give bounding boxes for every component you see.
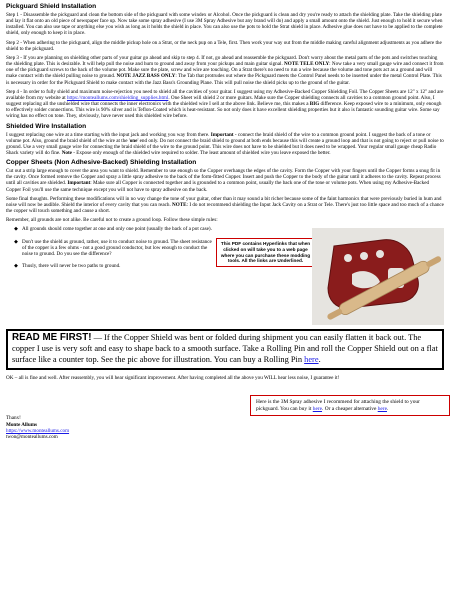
list-item [6,239,214,257]
adhesive-text-2: . Or a cheaper alternative [322,405,378,412]
ground-rules-list [6,226,214,275]
wire-text-3: ' end only. Do not connect the braid shield to ground at both ends because this will create a ground loop and that is not going to reject or pull noise to ground. Use a very small gauge wire for connecting the braid shield of the wire to the ground point. This wire does not have to be shielded but it does need to be wrapped. Your regular small gauge cheap Radio Shack variety will do fine. [6,137,444,156]
big-emphasis: BIG [309,101,320,108]
copper-paragraph-3: Remember, all grounds are not alike. Be careful not to create a ground loop. Follow these simple rules: [6,217,218,224]
list-item [6,263,214,269]
read-me-text: — If the Copper Shield was bent or folded during shipment you can easily flatten it back out. The copper I use is very soft and easy to shape back to a smooth surface. Take a Rolling Pin and roll the Copper Shield out on a flat surface like a counter top. See the pic above for illustration. You can buy a Rolling Pin [12,333,438,364]
step-3-text-2: : Now take a very small gauge wire and connect it from one of the pickguard screws to the back of the volume pot. Make sure the plate, screw and wire are touching. On a Strat there's no need to run a wire because the volume and tone pots act as a ground and will make contact with the shield pulling noise to ground. [6,61,444,80]
rolling-pin-link[interactable]: here [304,354,319,364]
copper-text-2: : Make sure all Copper is connected together and is grounded to a common point, usually the back one of the tone or volume pots. When using my Adhesive-Backed Copper Foil you'll use the same technique except you will not have to spray adhesive on the back. [6,180,430,193]
diamond-bullet-icon: ◆ [14,226,18,233]
closing-area [6,375,444,463]
rolling-pin-illustration [312,228,444,325]
rule-text: All grounds should come together at one and only one point (usually the back of a pot case). [22,226,212,233]
step-2: Step 2 - When adhering to the pickguard, align the middle pickup hole on a Strat, or the neck pup on a Tele, first. Then work your way out from the middle making careful alignment adjustments as you adhere the shield to the pickguard. [6,39,442,52]
copper-paragraph-1 [6,168,444,193]
thanks-text: Thanx! [6,415,21,422]
email-text: twon@monteallums.com [6,434,58,441]
adhesive-text: Here is the 3M Spray adhesive I recommend for attaching the shield to your pickguard. You can buy it [256,399,420,412]
closing-text: OK – all is fine and well. After reassembly, you will hear significant improvement. After having completed all the above you WILL hear less noise, I guarantee it! [6,375,340,382]
ground-rules-area [6,226,444,327]
signature-block [6,415,69,441]
wire-text-2: - connect the braid shield of the wire to a common ground point. I suggest the back of a tone or volume pot. Also, ground the braid shield of the wire at the ' [6,131,431,144]
step-3-text-3: : The Tab that protrudes out where the Pickguard meets the Control Panel needs to be inserted under the metal Control Plate. This is necessary in order for the Pickguard Shield to make contact with the Jazz Bass's Grounding Plane. This will pull noise the shield picks up to the ground of the guitar. [6,73,442,86]
step-1: Step 1 - Disassemble the pickguard and clean the bottom side of the pickguard with some windex or Alcohol. Once the pickguard is clean and dry you're ready to attach the shielding plate. Take the shielding plate and lay it flat onto an old piece of newspaper face up. Now take some spray adhesive (I use 3M Spray Adhesive but any brand will do) and apply a small amount onto the shield. Just enough to hold it secure when installed. You can also use tape or anything else you wish as long as it holds the shield in place. You can also use the pots to hold the Strat shield in place. Adhesive glue does not have to be applied to the complete shield, only enough to keep it in place. [6,12,443,37]
document-page [6,3,444,463]
final-thoughts-note: NOTE [172,201,187,208]
copper-paragraph-2 [6,196,444,214]
step-4 [6,89,444,120]
read-me-end: . [318,354,321,364]
rolling-pin-photo [312,228,444,325]
wire-paragraph [6,132,444,157]
step-4-text: Step 4 - In order to fully shield and maximum noise-rejection you need to shield all the cavities of your guitar. I suggest using my Adhesive-Backed Copper Shielding Foil. The Copper Sheets are 12" x 12" and are available from my website at [6,88,444,101]
heading-pickguard: Pickguard Shield Installation [6,3,97,10]
spray-adhesive-box [250,395,450,416]
adhesive-alternative-link[interactable]: here [377,405,387,412]
list-item [6,226,214,232]
adhesive-buy-link[interactable]: here [312,405,323,412]
rule-text: Don't use the shield as ground, rather, use it to conduct noise to ground. The sheet resistance of the copper is a few ohms - not a good ground conductor, but low enough to conduct the noise to ground. Do you see the difference? [22,238,212,257]
read-me-first-box [6,329,444,370]
wire-text: I suggest replacing one wire at a time starting with the input jack and working you way from there. [6,131,211,138]
jazz-note: NOTE JAZZ BASS ONLY [116,73,176,80]
copper-important: Important [67,180,91,187]
wire-note: Note [61,149,72,156]
wire-one: one [129,137,138,144]
step-4-text-3: difference. Keep exposed wire to a minimum, only enough to effectively solder connections. This wire is 90% silver and is Teflon-Coated which is heat-resistant. So not only does it have excellent shielding properties but it also is fantastic sounding guitar wire. Some say wiring has no effect on tone. They, obviously, have never used this shielded wire before. [6,101,442,120]
step-3 [6,55,444,86]
heading-copper-sheets: Copper Sheets (Non Adhesive-Backed) Shielding Installation [6,159,197,167]
website-link[interactable]: https://www.monteallums.com [6,427,70,434]
hyperlink-notice-box: This PDF contains Hyperlinks that when clicked on will take you to a web page where you can purchase these modding tools. All the links are Underlined. [216,238,315,266]
copper-text: Cut out a strip large enough to cover the area you want to shield. Remember to use enough so the Copper overhangs the edges of the cavity. Form the Copper with your fingers until the Copper forms a snug fit in the cavity. Once formed remove the Copper and spray a little spray adhesive to the back of the form-fitted Copper. Insert and push the Copper to the body of the guitar until it adheres to the cavity. Repeat process until all cavities are shielded. [6,168,441,187]
diamond-bullet-icon: ◆ [14,263,18,269]
final-thoughts-text-2: : I do not recommend shielding the Input Jack Cavity on a Strat or Tele. There's just too little space and too much of a chance the copper will touch something and cause a short. [6,201,444,215]
step-4-text-2: . One Sheet will shield 2 or more guitars. Make sure the Copper shielding connects all cavities to a common ground point. Also, I suggest replacing all the unshielded wire that connects the inner electronics with the shielded wire I sell at the above link. Believe me, this makes a [6,94,435,108]
heading-shielded-wire: Shielded Wire Installation [6,122,87,130]
adhesive-end: . [386,405,389,412]
tele-note: NOTE TELE ONLY [284,61,330,68]
read-me-title: READ ME FIRST! [12,332,92,344]
wire-important: Important [210,131,234,138]
wire-text-4: - Expose only enough of the shielded wire required to solder. The least amount of shielded wire you leave exposed the better. [71,149,331,156]
diamond-bullet-icon: ◆ [14,238,18,245]
final-thoughts-text: Some final thoughts. Performing these modifications will in no way change the tone of your guitar, other than it may sound a bit richer because some of the faint harmonics that were previously buried in hum and noise will now be audible. Shield the interior of every cavity that you can reach. [6,195,442,208]
rule-text: Thusly, there will never be two paths to ground. [22,263,121,269]
step-3-text: Step 3 - If you are planning on shielding other parts of your guitar go ahead and skip to step 4. If not, go ahead and reassemble the pickguard. Don't worry about the metal parts of the pots and switches touching the shielding plate. This is desirable. It will help pull the noise and hum to ground and away from your pickups and main guitar signal. [6,54,438,68]
shielding-supplies-link[interactable]: https://monteallums.com/shielding_supplies.html [66,94,169,101]
author-name: Monte Allums [6,421,37,428]
